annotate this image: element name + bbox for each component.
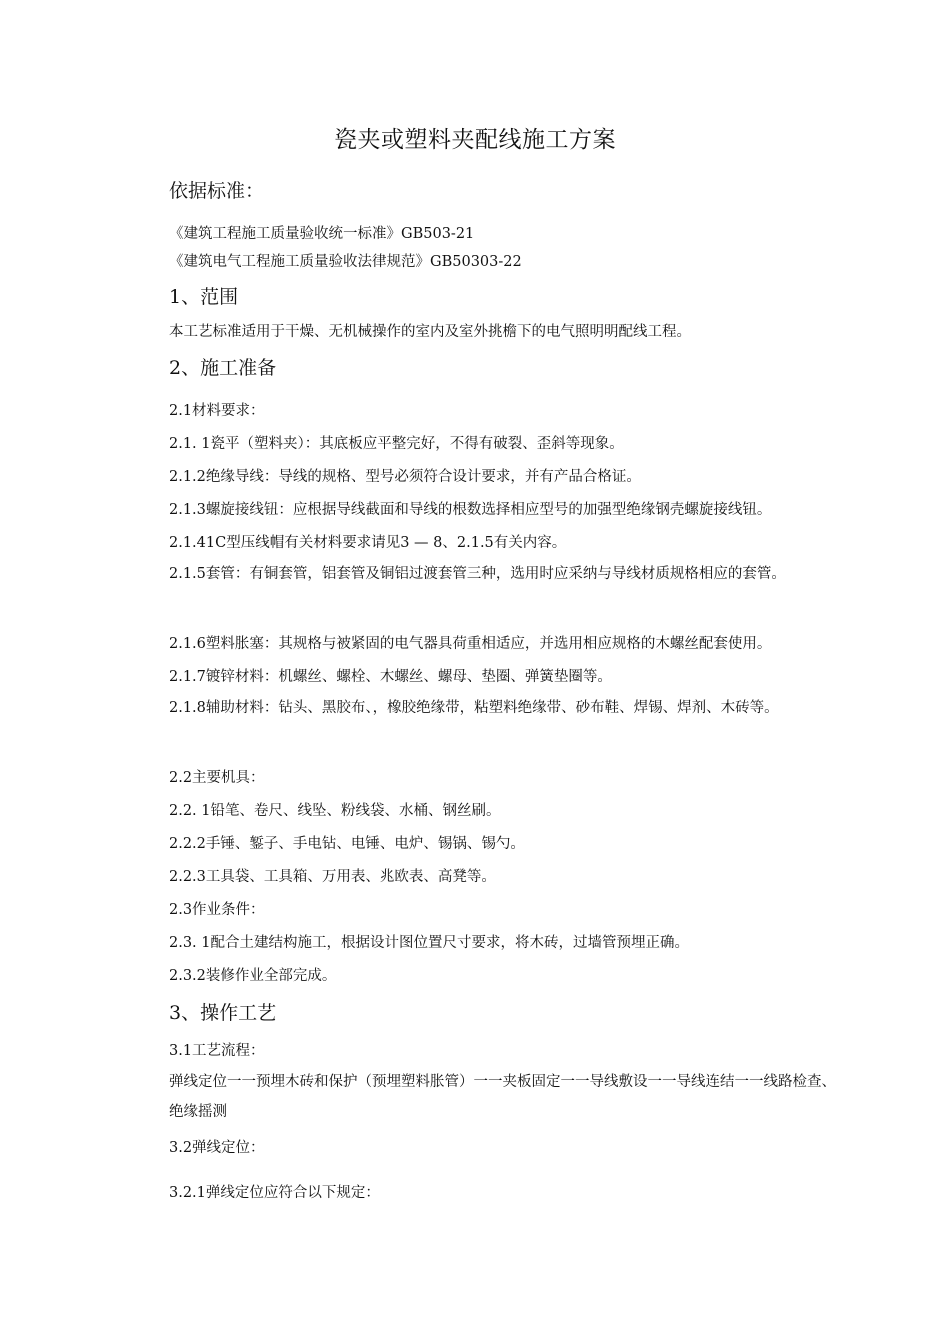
line-2-1: 2.1材料要求： <box>169 403 265 419</box>
line-3-2: 3.2弹线定位： <box>169 1140 265 1156</box>
line-2-3: 2.3作业条件： <box>169 902 265 918</box>
line-3-1: 3.1工艺流程： <box>169 1043 265 1059</box>
line-2-1-8: 2.1.8辅助材料：钻头、黑胶布、，橡胶绝缘带，粘塑料绝缘带、砂布鞋、焊锡、焊剂、木砖等。 <box>169 700 779 716</box>
line-2-3-1: 2.3. 1配合土建结构施工，根据设计图位置尺寸要求，将木砖，过墙管预埋正确。 <box>169 935 690 951</box>
basis-heading: 依据标准： <box>169 180 265 202</box>
line-2-1-6: 2.1.6塑料胀塞：其规格与被紧固的电气器具荷重相适应，并选用相应规格的木螺丝配套使用。 <box>169 636 772 652</box>
section-1-text: 本工艺标准适用于干燥、无机械操作的室内及室外挑檐下的电气照明明配线工程。 <box>169 324 691 340</box>
line-3-1-flow: 弹线定位一一预埋木砖和保护（预埋塑料胀管）一一夹板固定一一导线敷设一一导线连结一一线路检查、绝缘摇测 <box>169 1074 836 1120</box>
line-2-1-4: 2.1.41C型压线帽有关材料要求请见3 — 8、2.1.5有关内容。 <box>169 535 567 551</box>
line-2-1-7: 2.1.7镀锌材料：机螺丝、螺栓、木螺丝、螺母、垫圈、弹簧垫圈等。 <box>169 669 612 685</box>
line-2-3-2: 2.3.2装修作业全部完成。 <box>169 968 337 984</box>
section-2-heading: 2、施工准备 <box>169 357 277 379</box>
line-2-1-3: 2.1.3螺旋接线钮：应根据导线截面和导线的根数选择相应型号的加强型绝缘钢壳螺旋接线钮。 <box>169 502 772 518</box>
line-2-2-2: 2.2.2手锤、錾子、手电钻、电锤、电炉、锡锅、锡勺。 <box>169 836 525 852</box>
line-2-1-2: 2.1.2绝缘导线：导线的规格、型号必须符合设计要求，并有产品合格证。 <box>169 469 641 485</box>
line-2-1-5: 2.1.5套管：有铜套管，铝套管及铜铝过渡套管三种，选用时应采纳与导线材质规格相应的套管。 <box>169 566 786 582</box>
standard-1: 《建筑工程施工质量验收统一标准》GB503-21 <box>169 226 475 242</box>
document-title: 瓷夹或塑料夹配线施工方案 <box>334 127 616 153</box>
standard-2: 《建筑电气工程施工质量验收法律规范》GB50303-22 <box>169 254 522 270</box>
section-1-heading: 1、范围 <box>169 286 239 308</box>
line-2-2-1: 2.2. 1铅笔、卷尺、线坠、粉线袋、水桶、钢丝刷。 <box>169 803 501 819</box>
section-3-heading: 3、操作工艺 <box>169 1002 277 1024</box>
line-2-2-3: 2.2.3工具袋、工具箱、万用表、兆欧表、高凳等。 <box>169 869 496 885</box>
line-2-2: 2.2主要机具： <box>169 770 265 786</box>
line-2-1-1: 2.1. 1瓷平（塑料夹）：其底板应平整完好，不得有破裂、歪斜等现象。 <box>169 436 624 452</box>
line-3-2-1: 3.2.1弹线定位应符合以下规定： <box>169 1185 380 1201</box>
